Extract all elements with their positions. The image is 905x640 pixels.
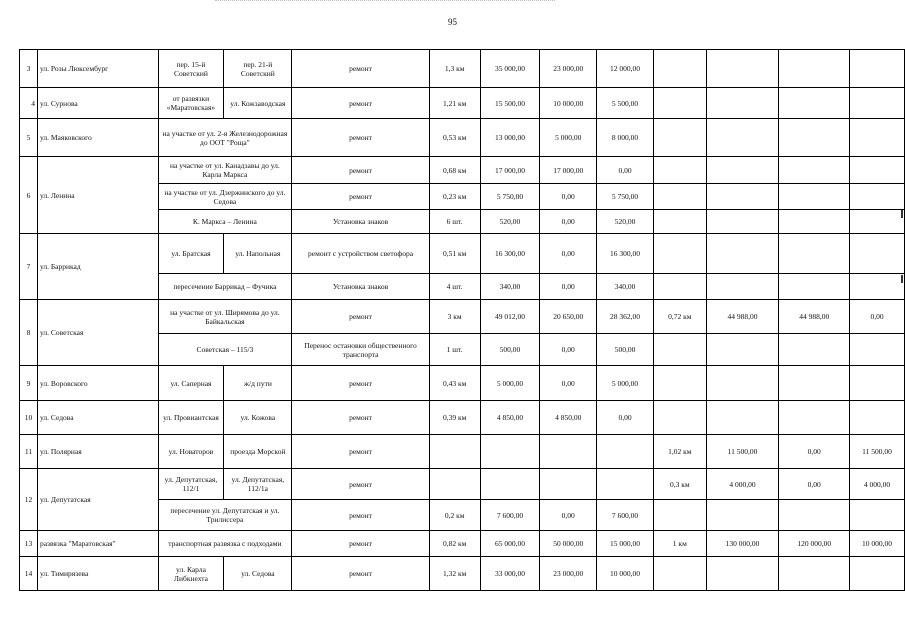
total-cost: 49 012,00 — [480, 300, 540, 334]
section-span: на участке от ул. Канадзавы до ул. Карла Маркса — [158, 157, 292, 184]
work-type: ремонт — [292, 157, 429, 184]
cost-source-b-2 — [850, 401, 905, 435]
volume — [429, 469, 480, 500]
cost-source-b-2 — [850, 119, 905, 157]
work-type: ремонт — [292, 366, 429, 401]
volume: 1,21 км — [429, 88, 480, 119]
table-row — [20, 435, 905, 469]
work-type: ремонт — [292, 557, 429, 591]
total-cost: 500,00 — [480, 334, 540, 366]
cost-source-b-2 — [850, 157, 905, 184]
volume-2 — [653, 50, 706, 88]
cost-source-b: 5 500,00 — [597, 88, 654, 119]
row-number: 5 — [20, 119, 38, 157]
volume-2: 0,72 км — [653, 300, 706, 334]
page-number: 95 — [448, 17, 457, 27]
section-span: на участке от ул. Дзержинского до ул. Седова — [158, 184, 292, 210]
total-cost: 7 600,00 — [480, 500, 540, 531]
volume-2 — [653, 334, 706, 366]
cost-source-a-2 — [779, 557, 850, 591]
street-name: ул. Полярная — [37, 435, 158, 469]
cost-source-a: 17 000,00 — [540, 157, 597, 184]
cost-source-b — [597, 469, 654, 500]
section-from: ул. Провиантская — [158, 401, 224, 435]
work-type: ремонт — [292, 435, 429, 469]
section-from: ул. Новаторов — [158, 435, 224, 469]
section-to: ул. Седова — [224, 557, 292, 591]
total-cost — [480, 435, 540, 469]
cost-source-b: 0,00 — [597, 401, 654, 435]
street-name: ул. Тимирязева — [37, 557, 158, 591]
work-type: ремонт — [292, 469, 429, 500]
section-to: ул. Кожзаводская — [224, 88, 292, 119]
street-name: ул. Воровского — [37, 366, 158, 401]
volume-2 — [653, 401, 706, 435]
section-to: проезда Морской — [224, 435, 292, 469]
section-span: Советская – 115/3 — [158, 334, 292, 366]
total-cost-2 — [706, 274, 779, 300]
section-from: ул. Саперная — [158, 366, 224, 401]
cost-source-a-2: 0,00 — [779, 435, 850, 469]
work-type: Установка знаков — [292, 210, 429, 234]
work-type: ремонт — [292, 50, 429, 88]
cost-source-b: 7 600,00 — [597, 500, 654, 531]
section-from: ул. Депутатская, 112/1 — [158, 469, 224, 500]
total-cost: 16 300,00 — [480, 234, 540, 274]
cost-source-b-2: 4 000,00 — [850, 469, 905, 500]
work-type: Перенос остановки общественного транспорта — [292, 334, 429, 366]
section-to: ул. Напольная — [224, 234, 292, 274]
cost-source-b-2 — [850, 50, 905, 88]
volume: 0,39 км — [429, 401, 480, 435]
work-type: ремонт — [292, 300, 429, 334]
volume: 6 шт. — [429, 210, 480, 234]
volume: 0,43 км — [429, 366, 480, 401]
total-cost: 520,00 — [480, 210, 540, 234]
section-span: на участке от ул. Ширямова до ул. Байкальская — [158, 300, 292, 334]
total-cost: 65 000,00 — [480, 531, 540, 557]
cost-source-a-2 — [779, 88, 850, 119]
row-number: 3 — [20, 50, 38, 88]
work-type: ремонт — [292, 184, 429, 210]
table-row — [20, 50, 905, 88]
work-type: ремонт — [292, 531, 429, 557]
cost-source-a: 0,00 — [540, 234, 597, 274]
cost-source-b: 10 000,00 — [597, 557, 654, 591]
cost-source-b-2 — [850, 234, 905, 274]
volume-2 — [653, 184, 706, 210]
section-span: на участке от ул. 2-я Железнодорожная до ООТ "Роща" — [158, 119, 292, 157]
total-cost-2 — [706, 401, 779, 435]
cost-source-a: 4 850,00 — [540, 401, 597, 435]
street-name: ул. Сурнова — [37, 88, 158, 119]
total-cost: 17 000,00 — [480, 157, 540, 184]
cost-source-b: 5 000,00 — [597, 366, 654, 401]
cost-source-a: 0,00 — [540, 184, 597, 210]
cost-source-b: 520,00 — [597, 210, 654, 234]
total-cost: 15 500,00 — [480, 88, 540, 119]
cost-source-a: 10 000,00 — [540, 88, 597, 119]
volume: 0,68 км — [429, 157, 480, 184]
cost-source-b-2 — [850, 88, 905, 119]
cost-source-a-2 — [779, 274, 850, 300]
cost-source-b-2 — [850, 334, 905, 366]
section-span: К. Маркса – Ленина — [158, 210, 292, 234]
cost-source-a-2 — [779, 234, 850, 274]
total-cost-2 — [706, 366, 779, 401]
total-cost: 33 000,00 — [480, 557, 540, 591]
cost-source-a — [540, 435, 597, 469]
volume-2 — [653, 119, 706, 157]
total-cost-2 — [706, 334, 779, 366]
cost-source-a — [540, 469, 597, 500]
total-cost: 5 000,00 — [480, 366, 540, 401]
volume-2: 1,02 км — [653, 435, 706, 469]
street-name: развязка "Маратовская" — [37, 531, 158, 557]
section-from: пер. 15-й Советский — [158, 50, 224, 88]
street-name: ул. Маяковского — [37, 119, 158, 157]
table-row — [20, 401, 905, 435]
cost-source-a-2: 120 000,00 — [779, 531, 850, 557]
cost-source-a-2 — [779, 157, 850, 184]
volume-2 — [653, 157, 706, 184]
work-type: ремонт — [292, 88, 429, 119]
cost-source-b-2: 0,00 — [850, 300, 905, 334]
volume-2 — [653, 210, 706, 234]
cost-source-b: 16 300,00 — [597, 234, 654, 274]
row-number: 13 — [20, 531, 38, 557]
street-name: ул. Депутатская — [37, 469, 158, 531]
street-name: ул. Советская — [37, 300, 158, 366]
work-type: Установка знаков — [292, 274, 429, 300]
total-cost: 13 000,00 — [480, 119, 540, 157]
table-row — [20, 300, 905, 334]
row-number: 14 — [20, 557, 38, 591]
cost-source-b-2 — [850, 366, 905, 401]
volume — [429, 435, 480, 469]
section-to: ж/д пути — [224, 366, 292, 401]
volume: 1,32 км — [429, 557, 480, 591]
cost-source-a-2: 44 988,00 — [779, 300, 850, 334]
table-row — [20, 234, 905, 274]
section-from: ул. Братская — [158, 234, 224, 274]
total-cost-2 — [706, 210, 779, 234]
cost-source-a: 23 000,00 — [540, 50, 597, 88]
street-name: ул. Седова — [37, 401, 158, 435]
row-number: 11 — [20, 435, 38, 469]
cost-source-a: 50 000,00 — [540, 531, 597, 557]
section-span: пересечение ул. Депутатская и ул. Трилиссера — [158, 500, 292, 531]
volume: 4 шт. — [429, 274, 480, 300]
total-cost-2 — [706, 234, 779, 274]
volume-2 — [653, 557, 706, 591]
total-cost-2: 44 988,00 — [706, 300, 779, 334]
volume: 1,3 км — [429, 50, 480, 88]
volume: 0,51 км — [429, 234, 480, 274]
total-cost: 340,00 — [480, 274, 540, 300]
cost-source-a: 0,00 — [540, 500, 597, 531]
volume-2: 1 км — [653, 531, 706, 557]
volume-2 — [653, 500, 706, 531]
cost-source-b-2 — [850, 557, 905, 591]
cost-source-b: 15 000,00 — [597, 531, 654, 557]
total-cost-2 — [706, 557, 779, 591]
total-cost-2: 4 000,00 — [706, 469, 779, 500]
cost-source-a-2 — [779, 50, 850, 88]
row-number: 7 — [20, 234, 38, 300]
cost-source-b-2 — [850, 500, 905, 531]
volume: 0,23 км — [429, 184, 480, 210]
volume-2 — [653, 366, 706, 401]
section-to: ул. Депутатская, 112/1а — [224, 469, 292, 500]
volume: 0,2 км — [429, 500, 480, 531]
table-row — [20, 557, 905, 591]
cost-source-a: 0,00 — [540, 334, 597, 366]
street-name: ул. Ленина — [37, 157, 158, 234]
cost-source-a: 20 650,00 — [540, 300, 597, 334]
volume-2 — [653, 274, 706, 300]
total-cost-2: 130 000,00 — [706, 531, 779, 557]
volume: 1 шт. — [429, 334, 480, 366]
table-row — [20, 469, 905, 500]
volume-2 — [653, 234, 706, 274]
table-row — [20, 366, 905, 401]
cost-source-a: 23 000,00 — [540, 557, 597, 591]
volume: 0,82 км — [429, 531, 480, 557]
cost-source-a: 0,00 — [540, 274, 597, 300]
total-cost: 5 750,00 — [480, 184, 540, 210]
work-type: ремонт — [292, 401, 429, 435]
cost-source-b: 500,00 — [597, 334, 654, 366]
cost-source-a-2 — [779, 119, 850, 157]
cost-source-b-2: 10 000,00 — [850, 531, 905, 557]
table-row — [20, 88, 905, 119]
cost-source-b: 28 362,00 — [597, 300, 654, 334]
volume-2 — [653, 88, 706, 119]
cost-source-b-2 — [850, 210, 905, 234]
total-cost-2 — [706, 50, 779, 88]
section-to: пер. 21-й Советский — [224, 50, 292, 88]
cost-source-b-2 — [850, 274, 905, 300]
cost-source-b-2: 11 500,00 — [850, 435, 905, 469]
table-row — [20, 531, 905, 557]
total-cost-2: 11 500,00 — [706, 435, 779, 469]
cost-source-a-2 — [779, 184, 850, 210]
work-type: ремонт — [292, 500, 429, 531]
total-cost — [480, 469, 540, 500]
row-number: 6 — [20, 157, 38, 234]
table-row — [20, 119, 905, 157]
cost-source-b: 340,00 — [597, 274, 654, 300]
section-span: транспортная развязка с подходами — [158, 531, 292, 557]
cost-source-a: 5 000,00 — [540, 119, 597, 157]
volume: 3 км — [429, 300, 480, 334]
street-name: ул. Розы Люксембург — [37, 50, 158, 88]
cost-source-a-2 — [779, 210, 850, 234]
section-to: ул. Кожова — [224, 401, 292, 435]
row-number: 4 — [20, 88, 38, 119]
total-cost-2 — [706, 500, 779, 531]
cost-source-b-2 — [850, 184, 905, 210]
cost-source-a-2: 0,00 — [779, 469, 850, 500]
total-cost-2 — [706, 157, 779, 184]
row-number: 10 — [20, 401, 38, 435]
row-number: 12 — [20, 469, 38, 531]
section-from: ул. Карла Либкнехта — [158, 557, 224, 591]
cost-source-a-2 — [779, 401, 850, 435]
total-cost: 4 850,00 — [480, 401, 540, 435]
cost-source-a-2 — [779, 366, 850, 401]
cost-source-b: 12 000,00 — [597, 50, 654, 88]
total-cost-2 — [706, 184, 779, 210]
volume: 0,53 км — [429, 119, 480, 157]
table-row — [20, 157, 905, 184]
cost-source-a-2 — [779, 500, 850, 531]
work-type: ремонт — [292, 119, 429, 157]
road-repair-table — [19, 49, 905, 591]
cost-source-a-2 — [779, 334, 850, 366]
cost-source-b: 0,00 — [597, 157, 654, 184]
row-number: 9 — [20, 366, 38, 401]
work-type: ремонт с устройством светофора — [292, 234, 429, 274]
volume-2: 0,3 км — [653, 469, 706, 500]
total-cost-2 — [706, 119, 779, 157]
cost-source-b — [597, 435, 654, 469]
header-scan-mark — [215, 0, 555, 3]
total-cost: 35 000,00 — [480, 50, 540, 88]
cost-source-b: 8 000,00 — [597, 119, 654, 157]
row-number: 8 — [20, 300, 38, 366]
cost-source-a: 0,00 — [540, 210, 597, 234]
street-name: ул. Баррикад — [37, 234, 158, 300]
section-span: пересечение Баррикад – Фучика — [158, 274, 292, 300]
section-from: от развязки «Маратовская» — [158, 88, 224, 119]
cost-source-b: 5 750,00 — [597, 184, 654, 210]
total-cost-2 — [706, 88, 779, 119]
cost-source-a: 0,00 — [540, 366, 597, 401]
